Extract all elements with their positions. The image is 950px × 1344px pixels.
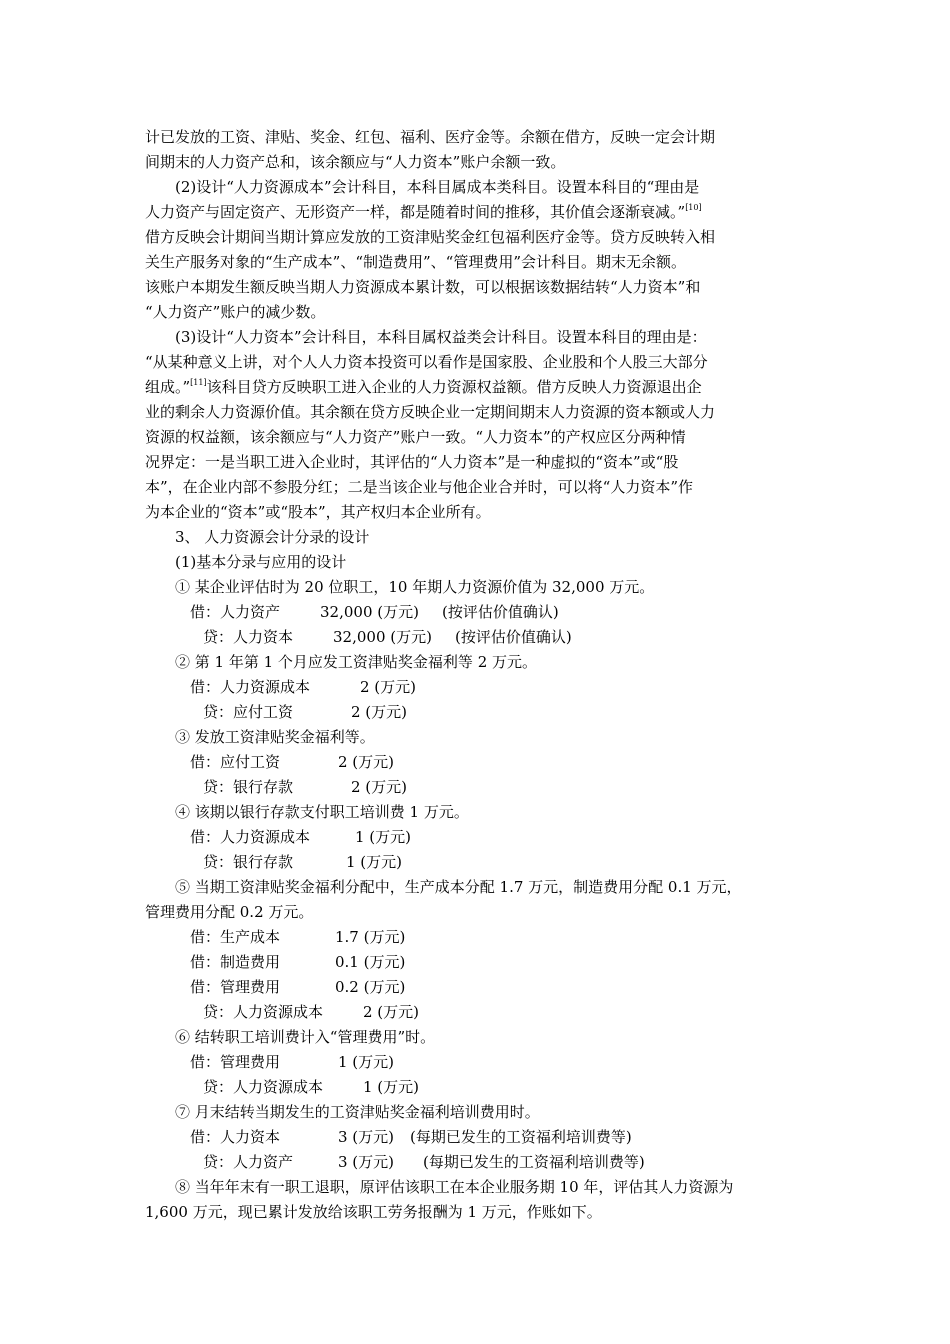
paragraph-line: 本”，在企业内部不参股分红；二是当该企业与他企业合并时，可以将“人力资本”作 [145,478,694,496]
paragraph-line: 该账户本期发生额反映当期人力资源成本累计数，可以根据该数据结转“人力资本”和 [145,278,701,296]
journal-entry [203,1002,420,1024]
paragraph-line: 为本企业的“资本”或“股本”，其产权归本企业所有。 [145,503,491,521]
entry-account: 借：人力资本 [190,1128,281,1146]
journal-entry [203,1077,420,1099]
entry-account: 贷：银行存款 [203,778,294,796]
entry-amount: 1 (万元) [338,1053,395,1071]
entry-account: 贷：人力资源成本 [203,1078,324,1096]
journal-entry [190,952,406,974]
journal-entry [203,852,403,874]
subsection-heading: (1)基本分录与应用的设计 [175,553,347,571]
line-text: 人力资产与固定资产、无形资产一样，都是随着时间的推移，其价值会逐渐衰减。” [145,203,686,221]
entry-account: 贷：人力资产 [203,1153,294,1171]
paragraph-line: “人力资产”账户的减少数。 [145,303,326,321]
entry-note: (每期已发生的工资福利培训费等) [410,1128,632,1146]
entry-amount: 0.1 (万元) [335,953,406,971]
entry-amount: 1 (万元) [355,828,412,846]
entry-amount: 2 (万元) [360,678,417,696]
paragraph-line: 关生产服务对象的“生产成本”、“制造费用”、“管理费用”会计科目。期末无余额。 [145,253,687,271]
entry-account: 借：人力资源成本 [190,828,311,846]
entry-account: 借：应付工资 [190,753,281,771]
entry-account: 借：管理费用 [190,978,281,996]
entry-account: 借：管理费用 [190,1053,281,1071]
example-item-1: ① 某企业评估时为 20 位职工，10 年期人力资源价值为 32,000 万元。 [175,578,655,596]
entry-amount: 2 (万元) [338,753,395,771]
journal-entry [203,1152,645,1174]
paragraph-line: 借方反映会计期间当期计算应发放的工资津贴奖金红包福利医疗金等。贷方反映转入相 [145,228,716,246]
entry-amount: 2 (万元) [351,703,408,721]
entry-amount: 1 (万元) [346,853,403,871]
line-text: 组成。” [145,378,191,396]
paragraph-line: 计已发放的工资、津贴、奖金、红包、福利、医疗金等。余额在借方，反映一定会计期 [145,128,716,146]
entry-amount: 32,000 (万元) [320,603,419,621]
line-text: 该科目贷方反映职工进入企业的人力资源权益额。借方反映人力资源退出企 [206,378,702,396]
paragraph-line: (2)设计“人力资源成本”会计科目，本科目属成本类科目。设置本科目的“理由是 [175,178,700,196]
paragraph-line: 间期末的人力资产总和，该余额应与“人力资本”账户余额一致。 [145,153,566,171]
journal-entry [190,677,417,699]
entry-account: 贷：人力资本 [203,628,294,646]
example-item-5: ⑤ 当期工资津贴奖金福利分配中，生产成本分配 1.7 万元，制造费用分配 0.1 万元， [175,878,742,896]
example-item-6: ⑥ 结转职工培训费计入“管理费用”时。 [175,1028,436,1046]
entry-amount: 1.7 (万元) [335,928,406,946]
journal-entry [203,702,408,724]
example-item-7: ⑦ 月末结转当期发生的工资津贴奖金福利培训费用时。 [175,1103,540,1121]
entry-amount: 2 (万元) [363,1003,420,1021]
entry-note: (每期已发生的工资福利培训费等) [423,1153,645,1171]
entry-account: 贷：人力资源成本 [203,1003,324,1021]
entry-amount: 3 (万元) [338,1153,395,1171]
example-item-3: ③ 发放工资津贴奖金福利等。 [175,728,375,746]
paragraph-line: “从某种意义上讲，对个人人力资本投资可以看作是国家股、企业股和个人股三大部分 [145,353,708,371]
journal-entry [190,602,559,624]
citation-ref-11: [11] [190,378,207,387]
section-heading: 3、 人力资源会计分录的设计 [175,528,370,546]
journal-entry [190,1052,395,1074]
journal-entry [190,1127,632,1149]
journal-entry [203,627,572,649]
entry-account: 借：制造费用 [190,953,281,971]
citation-ref-10: [10] [685,203,702,212]
paragraph-line: 1,600 万元，现已累计发放给该职工劳务报酬为 1 万元，作账如下。 [145,1203,602,1221]
entry-account: 贷：银行存款 [203,853,294,871]
paragraph-line [145,377,702,399]
entry-amount: 1 (万元) [363,1078,420,1096]
entry-amount: 32,000 (万元) [333,628,432,646]
entry-account: 贷：应付工资 [203,703,294,721]
paragraph-line: 资源的权益额，该余额应与“人力资产”账户一致。“人力资本”的产权应区分两种情 [145,428,686,446]
entry-amount: 2 (万元) [351,778,408,796]
journal-entry [190,827,412,849]
paragraph-line: 况界定：一是当职工进入企业时，其评估的“人力资本”是一种虚拟的“资本”或“股 [145,453,679,471]
entry-note: (按评估价值确认) [442,603,559,621]
entry-note: (按评估价值确认) [455,628,572,646]
journal-entry [190,977,406,999]
paragraph-line: 业的剩余人力资源价值。其余额在贷方反映企业一定期间期末人力资源的资本额或人力 [145,403,716,421]
example-item-8: ⑧ 当年年末有一职工退职，原评估该职工在本企业服务期 10 年，评估其人力资源为 [175,1178,734,1196]
journal-entry [190,927,406,949]
entry-amount: 3 (万元) [338,1128,395,1146]
paragraph-line: 管理费用分配 0.2 万元。 [145,903,314,921]
entry-account: 借：人力资产 [190,603,281,621]
journal-entry [190,752,395,774]
journal-entry [203,777,408,799]
entry-account: 借：生产成本 [190,928,281,946]
example-item-2: ② 第 1 年第 1 个月应发工资津贴奖金福利等 2 万元。 [175,653,538,671]
example-item-4: ④ 该期以银行存款支付职工培训费 1 万元。 [175,803,469,821]
paragraph-line: (3)设计“人力资本”会计科目，本科目属权益类会计科目。设置本科目的理由是： [175,328,707,346]
entry-account: 借：人力资源成本 [190,678,311,696]
paragraph-line [145,202,702,224]
entry-amount: 0.2 (万元) [335,978,406,996]
